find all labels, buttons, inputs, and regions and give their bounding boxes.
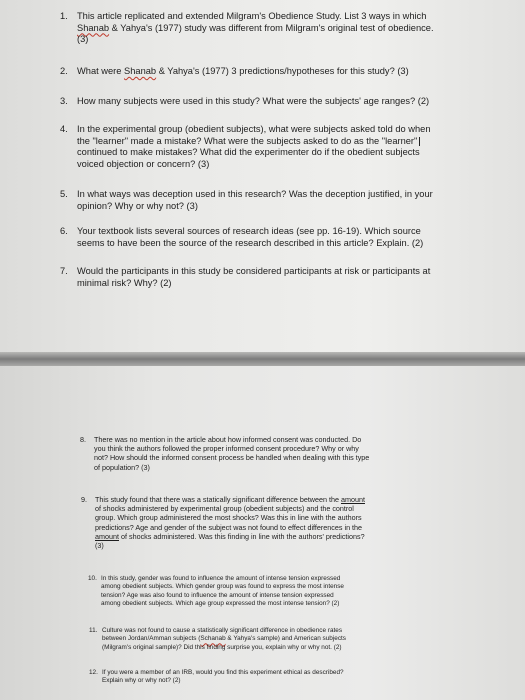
page-gap [0, 352, 525, 366]
question-3: 3. How many subjects were used in this study? What were the subjects' age ranges? (2) [60, 96, 430, 106]
author-name: Shanab [124, 66, 157, 76]
question-6: 6. Your textbook lists several sources of research ideas (see pp. 16-19). Which source seems to have been the source of the research described in this article? Explain. (2) [60, 226, 424, 248]
author-name: Shanab [77, 22, 110, 33]
question-10: 10. In this study, gender was found to influence the amount of intense tension expressed among obedient subjects. Which gender group was found to express the most intense tension? Age was also found to influence the amount of intense tension expressed among obedient subjects. Which age group expressed the most intense tension? (2) [88, 575, 344, 608]
question-8: 8. There was no mention in the article about how informed consent was conducted. Do you think the authors followed the proper informed consent procedure? Why or why not? How should the informed consent process be handled when dealing with this type of population? (3) [80, 435, 370, 472]
question-9: 9. This study found that there was a statically significant difference between the amount of shocks administered by experimental group (obedient subjects) and the control group. Which group administered the most shocks? Was this in line with the authors predictions? Age and gender of the subject was not found to effect differences in the amount of shocks administered. Was this finding in line with the authors' predictions? (3) [81, 495, 365, 551]
question-12: 12. If you were a member of an IRB, would you find this experiment ethical as described? Explain why or why not? (2) [89, 669, 344, 685]
question-5: 5. In what ways was deception used in this research? Was the deception justified, in your opinion? Why or why not? (3) [60, 189, 433, 211]
question-11: 11. Culture was not found to cause a statistically significant difference in obedience rates between Jordan/Amman subjects (Schanab & Yahya's sample) and American subjects (Milgram's original sample)? Did this finding surprise you, explain why or why not. (2) [89, 627, 346, 651]
question-number: 1. [60, 11, 68, 21]
question-7: 7. Would the participants in this study be considered participants at risk or participants at minimal risk? Why? (2) [60, 266, 431, 288]
author-name: Schanab [200, 635, 226, 643]
question-4: 4. In the experimental group (obedient subjects), what were subjects asked told do when the "learner" made a mistake? What were the subjects asked to do as the "learner" continued to make mistakes? What did the experimenter do if the obedient subjects voiced objection or concern? (3) [60, 124, 431, 169]
question-1: 1. This article replicated and extended Milgram's Obedience Study. List 3 ways in which Shanab & Yahya's (1977) study was different from Milgram's original test of obedience. (3) [60, 11, 434, 45]
question-2: 2. What were Shanab & Yahya's (1977) 3 predictions/hypotheses for this study? (3) [60, 66, 409, 76]
text-cursor [419, 137, 420, 146]
